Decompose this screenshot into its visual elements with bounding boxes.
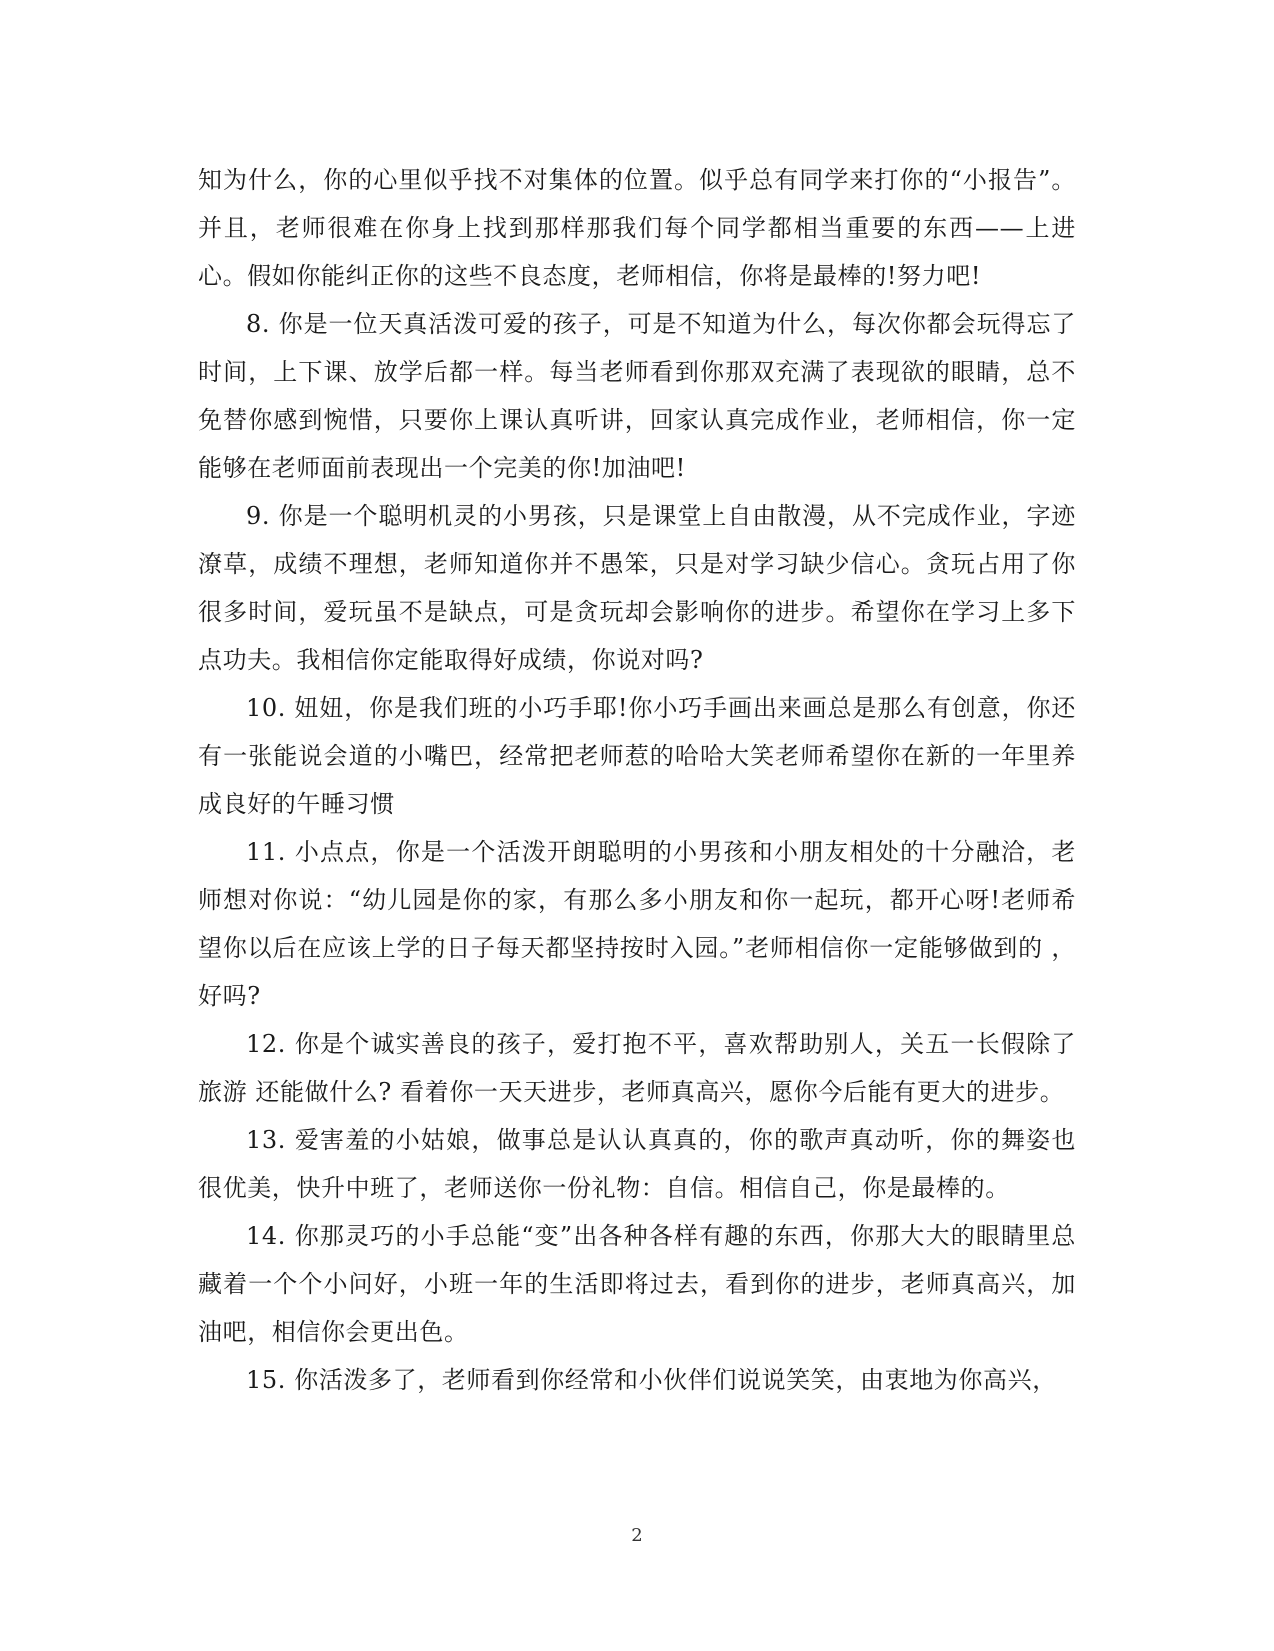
paragraph-item-14: 14. 你那灵巧的小手总能“变”出各种各样有趣的东西，你那大大的眼睛里总藏着一个个小问好，小班一年的生活即将过去，看到你的进步，老师真高兴，加油吧，相信你会更出色。 [198,1222,1076,1346]
paragraph-item-15: 15. 你活泼多了，老师看到你经常和小伙伴们说说笑笑，由衷地为你高兴， [246,1366,1057,1394]
page-number: 2 [631,1525,643,1546]
paragraph-item-9: 9. 你是一个聪明机灵的小男孩，只是课堂上自由散漫，从不完成作业，字迹潦草，成绩不理想，老师知道你并不愚笨，只是对学习缺少信心。贪玩占用了你很多时间，爱玩虽不是缺点，可是贪玩却会影响你的进步。希望你在学习上多下点功夫。我相信你定能取得好成绩，你说对吗? [198,502,1076,674]
paragraph-item-12: 12. 你是个诚实善良的孩子，爱打抱不平，喜欢帮助别人，关五一长假除了旅游 还能做什么? 看着你一天天进步，老师真高兴，愿你今后能有更大的进步。 [198,1030,1076,1106]
document-body [198,156,1076,1404]
paragraph-item-13: 13. 爱害羞的小姑娘，做事总是认认真真的，你的歌声真动听，你的舞姿也很优美，快升中班了，老师送你一份礼物：自信。相信自己，你是最棒的。 [198,1126,1076,1202]
paragraph-item-8: 8. 你是一位天真活泼可爱的孩子，可是不知道为什么，每次你都会玩得忘了时间，上下课、放学后都一样。每当老师看到你那双充满了表现欲的眼睛，总不免替你感到惋惜，只要你上课认真听讲，回家认真完成作业，老师相信，你一定能够在老师面前表现出一个完美的你!加油吧! [198,310,1076,482]
paragraph-item-11: 11. 小点点，你是一个活泼开朗聪明的小男孩和小朋友相处的十分融洽，老师想对你说：“幼儿园是你的家，有那么多小朋友和你一起玩，都开心呀!老师希望你以后在应该上学的日子每天都坚持按时入园。”老师相信你一定能够做到的 ，好吗? [198,838,1076,1010]
paragraph-continued: 知为什么，你的心里似乎找不对集体的位置。似乎总有同学来打你的“小报告”。并且，老师很难在你身上找到那样那我们每个同学都相当重要的东西——上进心。假如你能纠正你的这些不良态度，老师相信，你将是最棒的!努力吧! [198,166,1076,290]
paragraph-item-10: 10. 妞妞，你是我们班的小巧手耶!你小巧手画出来画总是那么有创意，你还有一张能说会道的小嘴巴，经常把老师惹的哈哈大笑老师希望你在新的一年里养成良好的午睡习惯 [198,694,1076,818]
